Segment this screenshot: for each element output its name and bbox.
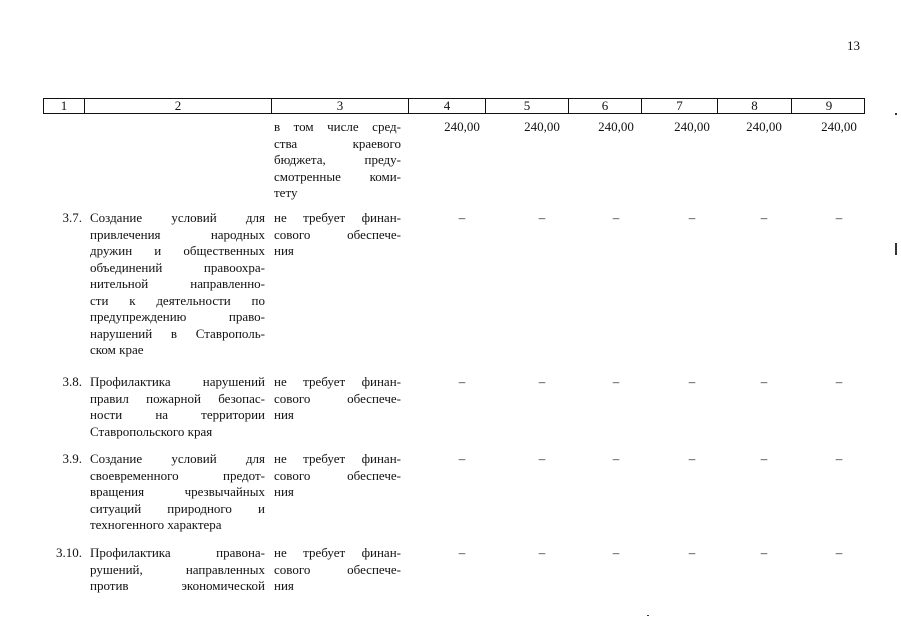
page-number: 13 (847, 38, 860, 53)
description-line: ности на территории (90, 407, 265, 422)
description-line: нарушений в Ставрополь- (90, 325, 265, 341)
description-line: рушений, направленных (90, 561, 265, 577)
description-line: Ставропольского края (90, 423, 213, 439)
description-line: против экономической (90, 578, 265, 593)
scan-mark (895, 243, 897, 255)
row-number: 3.10. (56, 545, 82, 560)
value-column-9: – (835, 545, 843, 560)
description-line: вращения чрезвычайных (90, 484, 265, 499)
value-column-6: – (612, 545, 620, 560)
source-line: сового обеспече- (274, 390, 401, 406)
source-line: не требует финан- (274, 545, 401, 560)
description-line: дружин и общественных (90, 243, 265, 258)
description-line: Профилактика нарушений (90, 374, 265, 389)
description-line: привлечения народных (90, 226, 265, 242)
value-column-6: – (612, 374, 620, 389)
value-column-8: – (760, 210, 768, 225)
description-line: своевременного предот- (90, 467, 265, 483)
header-column-6: 6 (569, 99, 642, 113)
description-line: ситуаций природного и (90, 500, 265, 516)
row-description (90, 374, 265, 440)
value-column-8: – (760, 545, 768, 560)
value-column-5: – (538, 451, 546, 466)
continuation-source-line: бюджета, преду- (274, 152, 401, 167)
continuation-source (274, 119, 401, 202)
source-line: сового обеспече- (274, 467, 401, 483)
source-line: не требует финан- (274, 451, 401, 466)
row-source (274, 545, 401, 595)
table-header-row (43, 98, 865, 114)
continuation-source-line: тету (274, 185, 298, 200)
description-line: сти к деятельности по (90, 292, 265, 308)
value-column-9: – (835, 374, 843, 389)
value-column-5: – (538, 374, 546, 389)
header-column-4: 4 (409, 99, 486, 113)
scan-mark (647, 615, 649, 616)
continuation-source-line: смотренные коми- (274, 168, 401, 184)
source-line: ния (274, 407, 294, 422)
header-column-7: 7 (642, 99, 718, 113)
value-column-5: – (538, 545, 546, 560)
source-line: сового обеспече- (274, 561, 401, 577)
header-column-2: 2 (85, 99, 272, 113)
description-line: Профилактика правона- (90, 545, 265, 560)
value-column-4: – (458, 210, 466, 225)
header-column-3: 3 (272, 99, 409, 113)
row-number: 3.7. (62, 210, 82, 225)
value-column-5: – (538, 210, 546, 225)
continuation-value-column-5: 240,00 (524, 119, 560, 134)
header-column-1: 1 (44, 99, 85, 113)
value-column-9: – (835, 210, 843, 225)
continuation-value-column-4: 240,00 (444, 119, 480, 134)
value-column-7: – (688, 210, 696, 225)
value-column-7: – (688, 451, 696, 466)
value-column-7: – (688, 374, 696, 389)
continuation-source-line: ства краевого (274, 135, 401, 151)
continuation-value-column-6: 240,00 (598, 119, 634, 134)
row-description (90, 210, 265, 359)
continuation-value-column-8: 240,00 (746, 119, 782, 134)
row-description (90, 451, 265, 534)
row-number: 3.9. (62, 451, 82, 466)
description-line: ском крае (90, 342, 144, 357)
header-column-8: 8 (718, 99, 792, 113)
value-column-8: – (760, 374, 768, 389)
header-column-9: 9 (825, 98, 833, 113)
source-line: ния (274, 578, 294, 593)
description-line: нительной направленно- (90, 276, 265, 291)
row-source (274, 210, 401, 260)
row-source (274, 451, 401, 501)
source-line: сового обеспече- (274, 226, 401, 242)
source-line: не требует финан- (274, 210, 401, 225)
description-line: Создание условий для (90, 210, 265, 225)
source-line: ния (274, 484, 294, 499)
row-number: 3.8. (62, 374, 82, 389)
row-description (90, 545, 265, 595)
value-column-6: – (612, 210, 620, 225)
value-column-4: – (458, 545, 466, 560)
description-line: правил пожарной безопас- (90, 390, 265, 406)
row-source (274, 374, 401, 424)
description-line: Создание условий для (90, 451, 265, 466)
value-column-7: – (688, 545, 696, 560)
continuation-value-column-9: 240,00 (821, 119, 857, 134)
value-column-9: – (835, 451, 843, 466)
scan-mark (895, 113, 897, 115)
continuation-source-line: в том числе сред- (274, 119, 401, 134)
value-column-6: – (612, 451, 620, 466)
description-line: предупреждению право- (90, 309, 265, 324)
continuation-value-column-7: 240,00 (674, 119, 710, 134)
value-column-4: – (458, 451, 466, 466)
value-column-4: – (458, 374, 466, 389)
description-line: объединений правоохра- (90, 259, 265, 275)
value-column-8: – (760, 451, 768, 466)
header-column-5: 5 (486, 99, 569, 113)
description-line: техногенного характера (90, 517, 222, 532)
source-line: не требует финан- (274, 374, 401, 389)
source-line: ния (274, 243, 294, 258)
